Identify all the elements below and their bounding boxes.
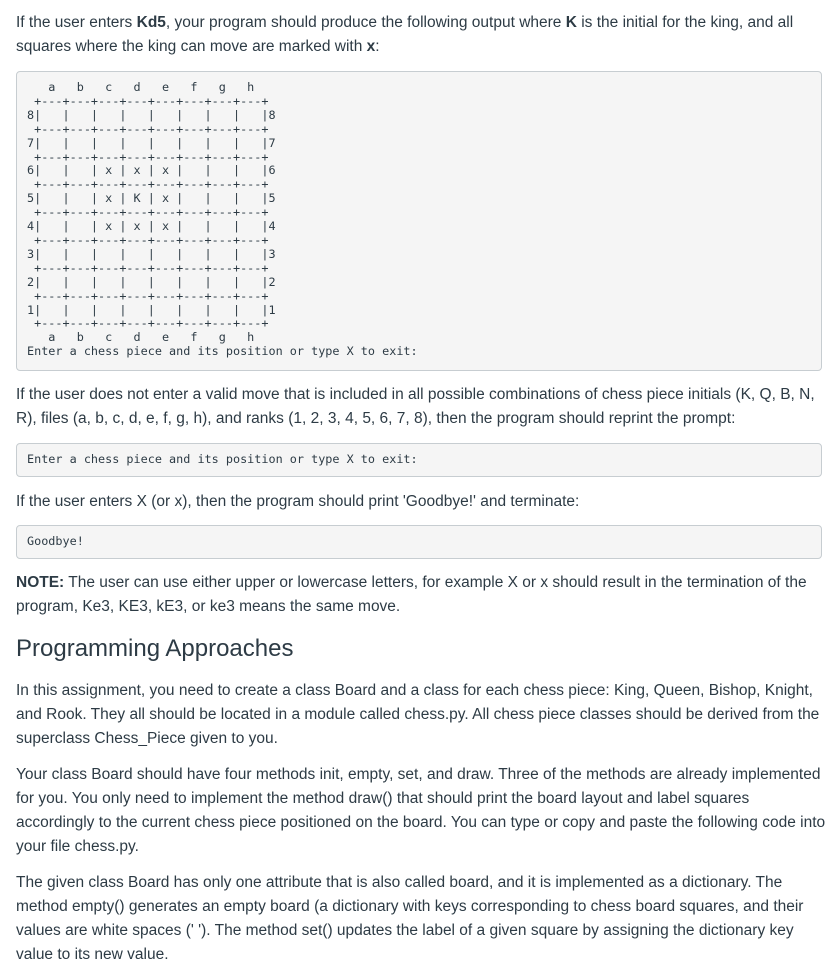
goodbye-codeblock: [16, 525, 822, 559]
board-output-codeblock: [16, 71, 822, 371]
prompt-codeblock: [16, 443, 822, 477]
note-label: NOTE:: [16, 574, 65, 591]
goodbye-output-text: Goodbye!: [27, 534, 84, 549]
input-example: Kd5: [136, 14, 166, 31]
king-initial: K: [565, 14, 577, 31]
approach-paragraph-3: The given class Board has only one attribute that is also called board, and it is implemented as a dictionary. The method empty() generates an empty board (a dictionary with keys corresponding to chess board squares, and their values are white spaces (' '). The method set() updates the label of a given square by assigning the dictionary key value to its new value.: [16, 874, 804, 963]
approach-paragraph-1: In this assignment, you need to create a class Board and a class for each chess piece: King, Queen, Bishop, Knight, and Rook. They all should be located in a module called chess.py. All chess piece classes should be derived from the superclass Chess_Piece given to you.: [16, 682, 820, 747]
invalid-move-paragraph: If the user does not enter a valid move that is included in all possible combinations of chess piece initials (K, Q, B, N, R), files (a, b, c, d, e, f, g, h), and ranks (1, 2, 3, 4, 5, 6, 7, 8), then the program should reprint the prompt:: [16, 386, 815, 427]
intro-paragraph: If the user enters Kd5, your program should produce the following output where K is the initial for the king, and all squares where the king can move are marked with x:: [16, 14, 794, 55]
section-heading: Programming Approaches: [16, 635, 294, 662]
board-output-text: a b c d e f g h +---+---+---+---+---+---+---+---+ 8| | | | | | | | |8 +---+---+---+---+---+---+---+---+ 7| | | | | | | | |7 +---+---+---+---+---+---+---+---+ 6| | | x | x | x | | | |6 +---+---+---+---+---+---+---+---+ 5| | | x | K | x | | | |5 +---+---+---+---+---+---+---+---+ 4| | | x | x | x | | | |4 +---+---+---+---+---+---+---+---+ 3| | | | | | | | |3 +---+---+---+---+---+---+---+---+ 2| | | | | | | | |2 +---+---+---+---+---+---+---+---+ 1| | | | | | | | |1 +---+---+---+---+---+---+---+---+ a b c d e f g h Enter a chess piece and its position or type X to exit:: [27, 80, 418, 359]
prompt-output-text: Enter a chess piece and its position or type X to exit:: [27, 452, 418, 467]
move-marker: x: [366, 38, 376, 55]
exit-paragraph: If the user enters X (or x), then the program should print 'Goodbye!' and terminate:: [16, 493, 580, 510]
approach-paragraph-2: Your class Board should have four methods init, empty, set, and draw. Three of the methods are already implemented for you. You only need to implement the method draw() that should print the board layout and label squares accordingly to the current chess piece positioned on the board. You can type or copy and paste the following code into your file chess.py.: [16, 766, 826, 855]
note-paragraph: NOTE: The user can use either upper or lowercase letters, for example X or x should result in the termination of the program, Ke3, KE3, kE3, or ke3 means the same move.: [16, 574, 807, 615]
